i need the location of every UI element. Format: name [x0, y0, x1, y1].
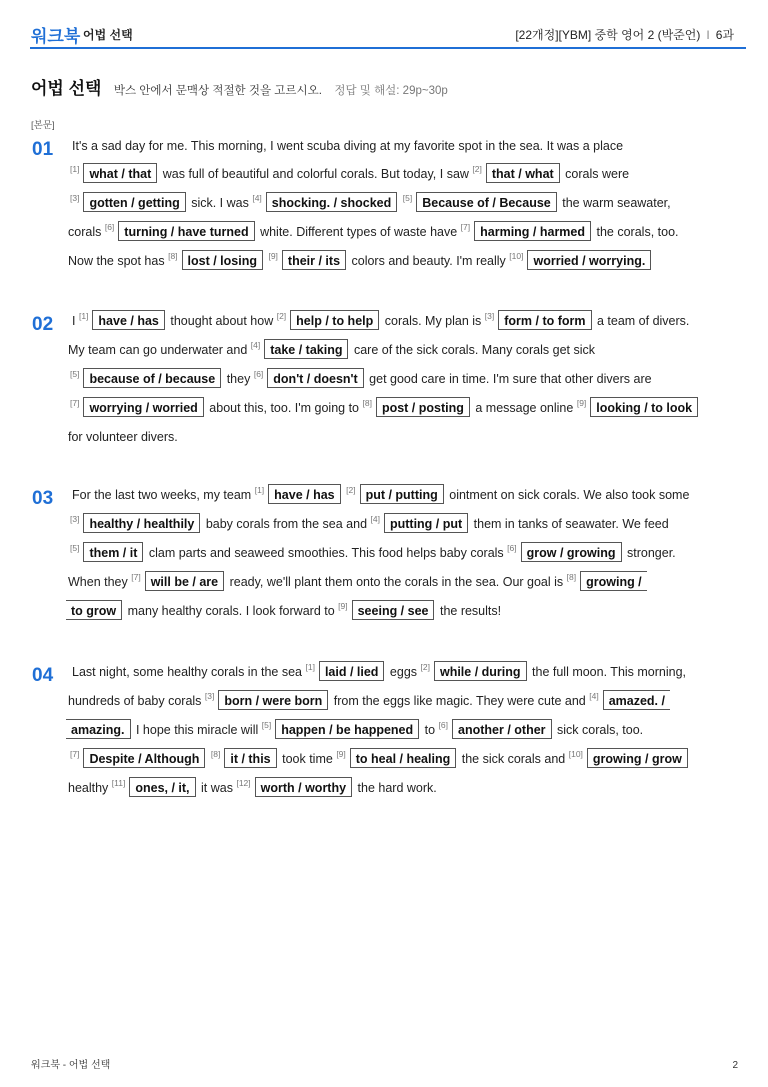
choice-box[interactable]: have / has	[268, 484, 340, 504]
choice-box[interactable]: born / were born	[218, 690, 328, 710]
passage-line	[68, 426, 178, 455]
blank-number: [2]	[346, 485, 356, 495]
passage-line	[70, 513, 669, 542]
choice-box[interactable]: put / putting	[360, 484, 444, 504]
choice-box[interactable]: have / has	[92, 310, 164, 330]
passage-line	[68, 250, 653, 279]
passage-text: it was	[201, 781, 233, 795]
choice-box[interactable]: amazed. /	[603, 690, 670, 710]
answer-reference: 정답 및 해설: 29p~30p	[334, 85, 448, 97]
passage-text: care of the sick corals. Many corals get sick	[353, 343, 596, 357]
choice-box-continued[interactable]: amazing.	[66, 719, 131, 739]
page-number: 2	[732, 1060, 738, 1071]
blank-number: [7]	[460, 222, 471, 232]
blank-number: [8]	[210, 749, 221, 759]
passage-text: get good care in time. I'm sure that other divers are	[369, 372, 652, 386]
passage-text: hundreds of baby corals	[68, 694, 202, 708]
blank-number: [5]	[70, 543, 80, 553]
passage-line	[70, 748, 690, 777]
passage-text: I hope this miracle will	[135, 723, 259, 737]
blank-number: [5]	[70, 369, 80, 379]
choice-box[interactable]: seeing / see	[352, 600, 435, 620]
passage-text: about this, too. I'm going to	[209, 401, 359, 415]
passage-text: ointment on sick corals. We also took some	[449, 488, 690, 502]
choice-box[interactable]: lost / losing	[182, 250, 263, 270]
blank-number: [7]	[70, 398, 80, 408]
passage-text: a message online	[475, 401, 574, 415]
choice-box[interactable]: another / other	[452, 719, 552, 739]
book-info	[515, 26, 734, 43]
choice-box[interactable]: growing / grow	[587, 748, 688, 768]
blank-number: [9]	[268, 251, 278, 261]
blank-number: [7]	[131, 572, 141, 582]
question-number: 04	[32, 665, 54, 686]
choice-box[interactable]: that / what	[486, 163, 560, 183]
passage-line	[64, 600, 501, 629]
blank-number: [6]	[507, 543, 517, 553]
passage-text: the full moon. This morning,	[532, 665, 687, 679]
blank-number: [2]	[420, 662, 430, 672]
choice-box[interactable]: gotten / getting	[83, 192, 185, 212]
choice-box[interactable]: worrying / worried	[83, 397, 203, 417]
blank-number: [11]	[111, 778, 126, 788]
passage-text: the hard work.	[357, 781, 437, 795]
passage-text: Now the spot has	[68, 254, 165, 268]
passage-text: It's a sad day for me. This morning, I went scuba diving at my favorite spot in the sea. It was a place	[72, 139, 624, 153]
passage-line	[68, 777, 437, 806]
passage-text: from the eggs like magic. They were cute and	[333, 694, 586, 708]
passage-line	[70, 163, 629, 192]
passage-text: stronger.	[627, 546, 676, 560]
brand-title: 워크북	[31, 27, 81, 46]
choice-box[interactable]: while / during	[434, 661, 527, 681]
choice-box[interactable]: them / it	[83, 542, 143, 562]
choice-box[interactable]: healthy / healthily	[83, 513, 200, 533]
choice-box[interactable]: what / that	[83, 163, 157, 183]
choice-box[interactable]: their / its	[282, 250, 346, 270]
passage-text: many healthy corals. I look forward to	[127, 604, 335, 618]
choice-box[interactable]: laid / lied	[319, 661, 385, 681]
passage-text: for volunteer divers.	[68, 430, 178, 444]
header-separator: I	[706, 28, 710, 42]
passage-text: thought about how	[170, 314, 274, 328]
blank-number: [4]	[370, 514, 380, 524]
passage-text: For the last two weeks, my team	[72, 488, 252, 502]
blank-number: [6]	[438, 720, 449, 730]
question-number: 01	[32, 139, 54, 160]
passage-text: sick. I was	[191, 196, 249, 210]
passage-line	[70, 192, 671, 221]
blank-number: [9]	[576, 398, 587, 408]
choice-box[interactable]: grow / growing	[521, 542, 622, 562]
blank-number: [5]	[261, 720, 272, 730]
passage-text: corals. My plan is	[384, 314, 482, 328]
choice-box-continued[interactable]: to grow	[66, 600, 122, 620]
choice-box[interactable]: growing /	[580, 571, 647, 591]
blank-number: [8]	[168, 251, 178, 261]
blank-number: [9]	[338, 601, 348, 611]
passage-text: white. Different types of waste have	[260, 225, 458, 239]
blank-number: [6]	[253, 369, 264, 379]
passage-text: the sick corals and	[461, 752, 566, 766]
passage-text: a team of divers.	[596, 314, 690, 328]
passage-line	[68, 221, 679, 250]
passage-text: baby corals from the sea and	[205, 517, 368, 531]
blank-number: [12]	[236, 778, 251, 788]
blank-number: [2]	[276, 311, 287, 321]
blank-number: [5]	[402, 193, 413, 203]
passage-line	[72, 484, 689, 513]
blank-number: [10]	[568, 749, 583, 759]
blank-number: [3]	[204, 691, 215, 701]
choice-box[interactable]: worried / worrying.	[527, 250, 651, 270]
passage-text: they	[226, 372, 251, 386]
passage-line	[72, 310, 689, 339]
choice-box[interactable]: Because of / Because	[416, 192, 557, 212]
passage-line	[70, 542, 676, 571]
blank-number: [1]	[70, 164, 80, 174]
passage-text: them in tanks of seawater. We feed	[473, 517, 669, 531]
passage-text: Last night, some healthy corals in the sea	[72, 665, 302, 679]
blank-number: [3]	[70, 514, 80, 524]
choice-box[interactable]: to heal / healing	[350, 748, 456, 768]
page-header	[0, 0, 768, 50]
passage-line	[72, 135, 623, 164]
choice-box[interactable]: will be / are	[145, 571, 224, 591]
passage-text: When they	[68, 575, 128, 589]
blank-number: [1]	[254, 485, 265, 495]
passage-line	[68, 690, 672, 719]
choice-box[interactable]: it / this	[224, 748, 276, 768]
question-number: 03	[32, 488, 54, 509]
page-title: 어법 선택	[31, 79, 102, 98]
passage-line	[72, 661, 686, 690]
passage-text: to	[424, 723, 436, 737]
passage-text: took time	[282, 752, 333, 766]
choice-box[interactable]: Despite / Although	[83, 748, 205, 768]
question-number: 02	[32, 314, 54, 335]
choice-box[interactable]: don't / doesn't	[267, 368, 363, 388]
choice-box[interactable]: shocking. / shocked	[266, 192, 397, 212]
passage-label: [본문]	[31, 120, 55, 131]
choice-box[interactable]: because of / because	[83, 368, 221, 388]
blank-number: [6]	[104, 222, 115, 232]
choice-box[interactable]: post / posting	[376, 397, 470, 417]
blank-number: [7]	[70, 749, 80, 759]
passage-line	[70, 368, 652, 397]
passage-text: eggs	[389, 665, 418, 679]
passage-text: the corals, too.	[596, 225, 679, 239]
instruction-text: 박스 안에서 문맥상 적절한 것을 고르시오.	[113, 85, 322, 97]
blank-number: [2]	[472, 164, 482, 174]
passage-line	[68, 339, 595, 368]
blank-number: [4]	[252, 193, 262, 203]
footer-label: 워크북 - 어법 선택	[31, 1060, 111, 1071]
passage-text: corals	[68, 225, 102, 239]
passage-text: My team can go underwater and	[68, 343, 248, 357]
choice-box[interactable]: happen / be happened	[275, 719, 419, 739]
passage-text: the warm seawater,	[562, 196, 671, 210]
blank-number: [3]	[484, 311, 495, 321]
header-subtitle: 어법 선택	[83, 28, 133, 42]
blank-number: [8]	[566, 572, 577, 582]
choice-box[interactable]: ones, / it,	[129, 777, 195, 797]
header-rule	[30, 47, 746, 49]
passage-line	[64, 719, 643, 748]
passage-text: clam parts and seaweed smoothies. This food helps baby corals	[148, 546, 504, 560]
blank-number: [4]	[250, 340, 261, 350]
passage-text: colors and beauty. I'm really	[351, 254, 506, 268]
passage-line	[68, 571, 649, 600]
passage-text: healthy	[68, 781, 109, 795]
choice-box[interactable]: harming / harmed	[474, 221, 591, 241]
passage-text: corals were	[565, 167, 630, 181]
blank-number: [8]	[362, 398, 372, 408]
section-title-row	[31, 74, 448, 99]
blank-number: [10]	[509, 251, 524, 261]
choice-box[interactable]: turning / have turned	[118, 221, 254, 241]
blank-number: [1]	[78, 311, 89, 321]
choice-box[interactable]: take / taking	[264, 339, 348, 359]
choice-box[interactable]: putting / put	[384, 513, 468, 533]
passage-text: ready, we'll plant them onto the corals in the sea. Our goal is	[229, 575, 564, 589]
passage-text: the results!	[439, 604, 502, 618]
passage-line	[70, 397, 700, 426]
passage-text: I	[72, 314, 76, 328]
blank-number: [1]	[305, 662, 315, 672]
book-title: [22개정][YBM] 중학 영어 2 (박준언)	[515, 28, 701, 42]
passage-text: was full of beautiful and colorful corals. But today, I saw	[162, 167, 469, 181]
blank-number: [9]	[336, 749, 346, 759]
passage-text: sick corals, too.	[557, 723, 644, 737]
lesson-label: 6과	[715, 28, 734, 42]
blank-number: [3]	[70, 193, 80, 203]
choice-box[interactable]: form / to form	[498, 310, 591, 330]
choice-box[interactable]: looking / to look	[590, 397, 698, 417]
choice-box[interactable]: worth / worthy	[255, 777, 352, 797]
blank-number: [4]	[589, 691, 599, 701]
choice-box[interactable]: help / to help	[290, 310, 379, 330]
